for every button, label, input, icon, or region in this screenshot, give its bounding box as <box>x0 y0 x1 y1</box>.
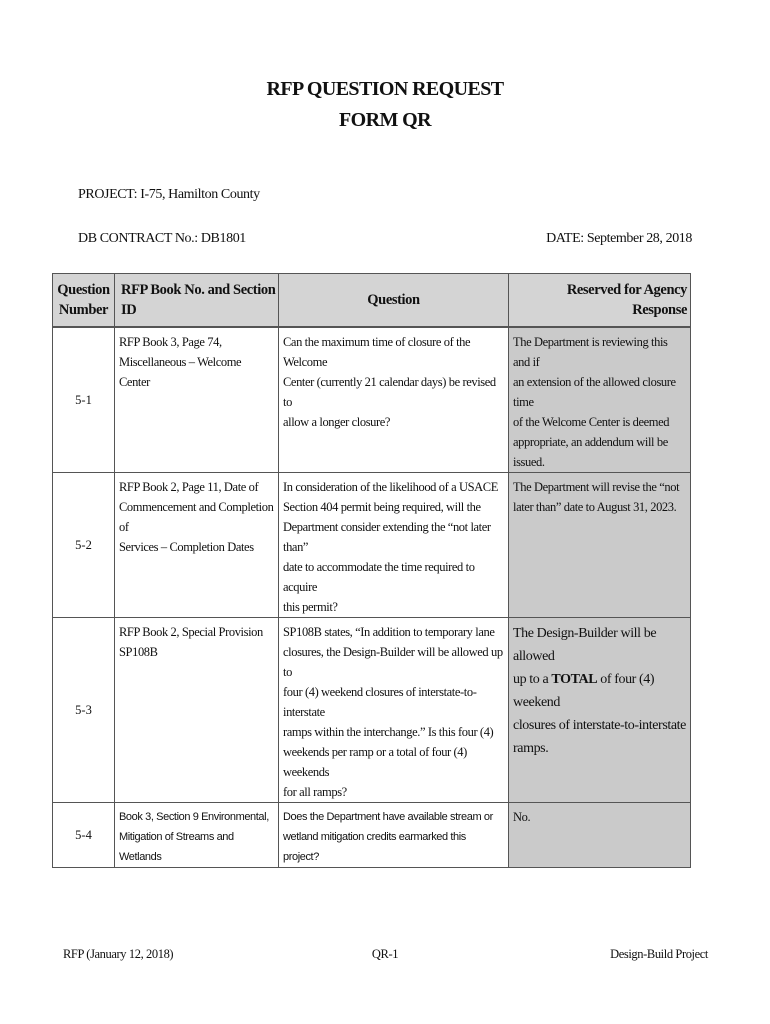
project-label: PROJECT: I-75, Hamilton County <box>78 187 260 202</box>
agency-response: The Department will revise the “not later than” date to August 31, 2023. <box>509 473 691 618</box>
section-id: Book 3, Section 9 Environmental, Mitigation of Streams and Wetlands <box>115 803 279 868</box>
header-question-number: Question Number <box>53 274 115 328</box>
header-section-id: RFP Book No. and Section ID <box>115 274 279 328</box>
question-number: 5-1 <box>53 327 115 473</box>
table-row <box>53 473 691 618</box>
form-date: DATE: September 28, 2018 <box>546 231 692 246</box>
footer-rfp-date: RFP (January 12, 2018) <box>63 947 174 961</box>
question-text: Can the maximum time of closure of the Welcome Center (currently 21 calendar days) be revised to allow a longer closure? <box>279 327 509 473</box>
form-title-line2: FORM QR <box>339 109 431 131</box>
agency-response: The Design-Builder will be allowed up to a TOTAL of four (4) weekend closures of interstate-to-interstate ramps. <box>509 618 691 803</box>
table-row <box>53 618 691 803</box>
question-number: 5-4 <box>53 803 115 868</box>
table-header-row <box>53 274 691 328</box>
contract-number: DB CONTRACT No.: DB1801 <box>78 231 246 246</box>
question-text: Does the Department have available stream or wetland mitigation credits earmarked this project? <box>279 803 509 868</box>
header-agency-response: Reserved for Agency Response <box>509 274 691 328</box>
header-question: Question <box>279 274 509 328</box>
form-title-line1: RFP QUESTION REQUEST <box>266 78 504 100</box>
agency-response: No. <box>509 803 691 868</box>
footer-project-type: Design-Build Project <box>610 947 708 961</box>
section-id: RFP Book 2, Special Provision SP108B <box>115 618 279 803</box>
table-row <box>53 803 691 868</box>
question-text: SP108B states, “In addition to temporary lane closures, the Design-Builder will be allowed up to four (4) weekend closures of interstate-to-interstate ramps within the interchange.” Is this four (4) weekends per ramp or a total of four (4) weekends for all ramps? <box>279 618 509 803</box>
emphasis-total: TOTAL <box>551 672 598 687</box>
section-id: RFP Book 3, Page 74, Miscellaneous – Welcome Center <box>115 327 279 473</box>
agency-response: The Department is reviewing this and if an extension of the allowed closure time of the Welcome Center is deemed appropriate, an addendum will be issued. <box>509 327 691 473</box>
question-number: 5-2 <box>53 473 115 618</box>
question-table <box>52 273 691 868</box>
footer-page-number: QR-1 <box>371 947 399 961</box>
question-text: In consideration of the likelihood of a USACE Section 404 permit being required, will the Department consider extending the “not later than” date to accommodate the time required to acquire this permit? <box>279 473 509 618</box>
table-row <box>53 327 691 473</box>
section-id: RFP Book 2, Page 11, Date of Commencement and Completion of Services – Completion Dates <box>115 473 279 618</box>
question-number: 5-3 <box>53 618 115 803</box>
